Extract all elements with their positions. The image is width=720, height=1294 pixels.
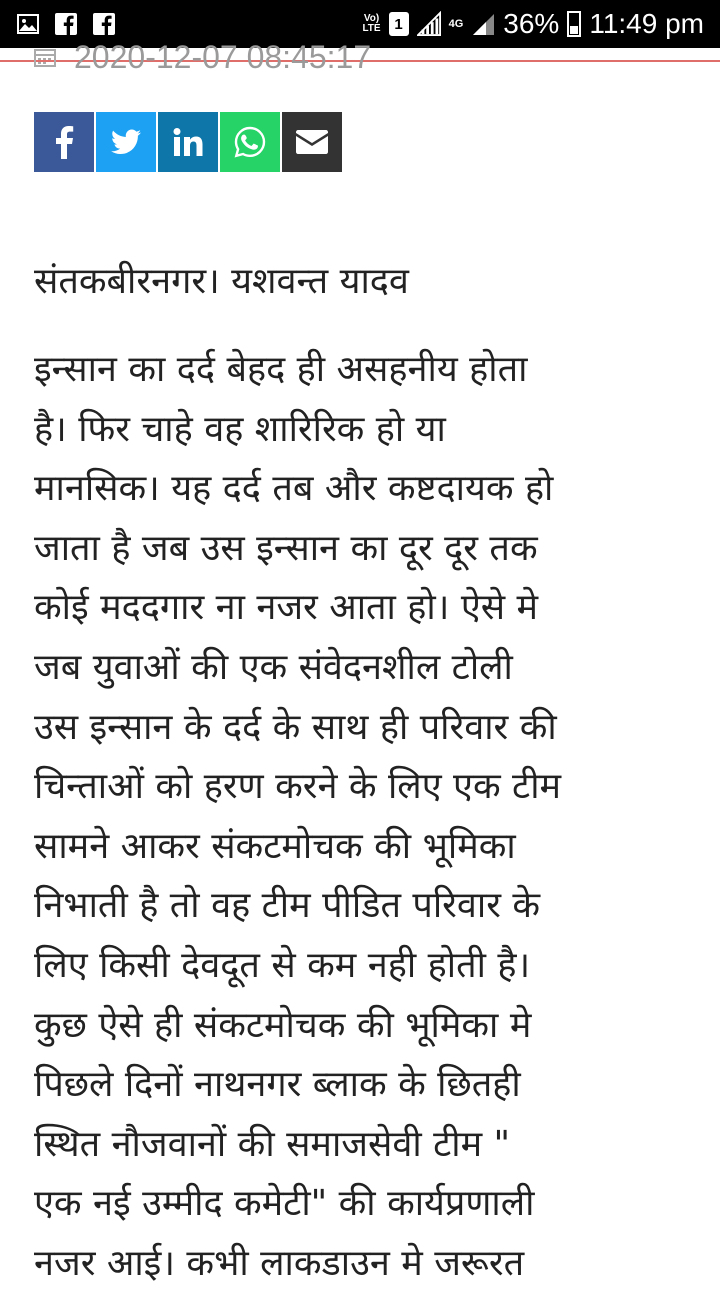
share-buttons — [34, 112, 342, 172]
article-line: कोई मददगार ना नजर आता हो। ऐसे मे — [34, 587, 539, 629]
article-line: सामने आकर संकटमोचक की भूमिका — [34, 825, 516, 867]
twitter-icon — [111, 129, 141, 155]
battery-percent: 36% — [503, 8, 560, 39]
article-line: पिछले दिनों नाथनगर ब्लाक के छितही — [34, 1064, 521, 1106]
image-icon — [16, 12, 40, 36]
article-line: चिन्ताओं को हरण करने के लिए एक टीम — [34, 766, 562, 808]
envelope-icon — [296, 130, 328, 154]
signal-icon — [417, 12, 441, 36]
article-line: मानसिक। यह दर्द तब और कष्टदायक हो — [34, 468, 554, 510]
system-indicators — [362, 8, 720, 40]
facebook-icon — [92, 12, 116, 36]
article-line: इन्सान का दर्द बेहद ही असहनीय होता — [34, 349, 528, 390]
share-email-button[interactable] — [282, 112, 342, 172]
network-type: 4G — [448, 17, 464, 30]
article-line: लिए किसी देवदूत से कम नही होती है। — [34, 944, 531, 986]
article-line: जाता है जब उस इन्सान का दूर दूर तक — [34, 527, 538, 569]
calendar-icon — [34, 47, 56, 67]
article-byline: संतकबीरनगर। यशवन्त यादव — [34, 261, 409, 302]
share-linkedin-button[interactable] — [158, 112, 218, 172]
article-body — [34, 340, 694, 1294]
share-whatsapp-button[interactable] — [220, 112, 280, 172]
share-facebook-button[interactable] — [34, 112, 94, 172]
article-line: कुछ ऐसे ही संकटमोचक की भूमिका मे — [34, 1004, 532, 1046]
article-line: स्थित नौजवानों की समाजसेवी टीम " — [34, 1123, 511, 1165]
battery-icon — [567, 11, 581, 37]
facebook-icon — [54, 125, 74, 159]
share-twitter-button[interactable] — [96, 112, 156, 172]
facebook-icon — [54, 12, 78, 36]
linkedin-icon — [173, 128, 203, 156]
article-line: एक नई उम्मीद कमेटी" की कार्यप्रणाली — [34, 1183, 535, 1225]
article-date: 2020-12-07 08:45:17 — [74, 38, 372, 75]
sim-icon: 1 — [389, 12, 409, 36]
notification-icons — [0, 12, 116, 36]
article-line: निभाती है तो वह टीम पीडित परिवार के — [34, 885, 541, 927]
article-line: जब युवाओं की एक संवेदनशील टोली — [34, 646, 513, 688]
article-line: है। फिर चाहे वह शारिरिक हो या — [34, 408, 446, 450]
article-line: उस इन्सान के दर्द के साथ ही परिवार की — [34, 706, 557, 748]
article-line: नजर आई। कभी लाकडाउन मे जरूरत — [34, 1242, 525, 1284]
whatsapp-icon — [234, 126, 266, 158]
article-date-row — [34, 40, 371, 74]
clock: 11:49 pm — [589, 8, 704, 39]
volte-icon: Vo) LTE — [362, 13, 381, 34]
signal-icon — [471, 12, 495, 36]
